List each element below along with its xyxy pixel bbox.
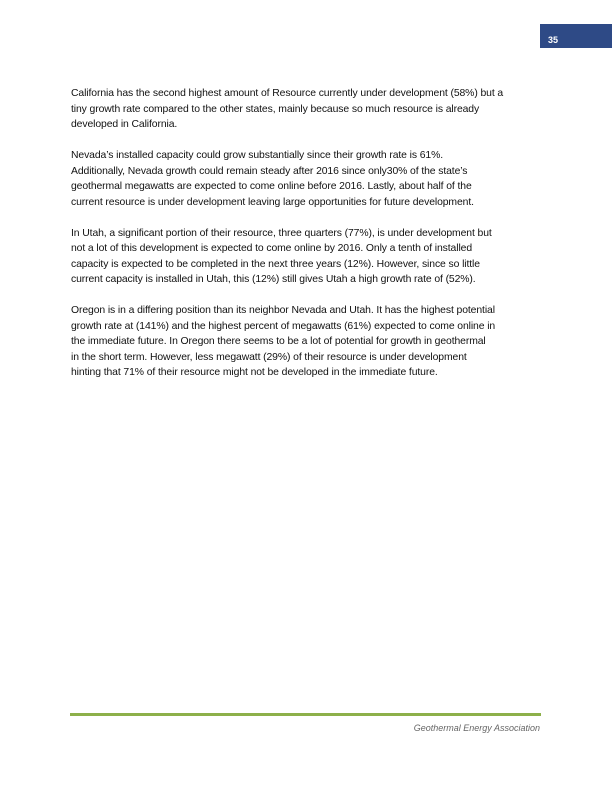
footer-divider — [70, 713, 541, 716]
text-line: hinting that 71% of their resource might not be developed in the immediate future. — [71, 367, 438, 378]
body-text — [71, 86, 551, 396]
text-line: Nevada’s installed capacity could grow substantially since their growth rate is 61%. — [71, 150, 444, 161]
text-line: California has the second highest amount of Resource currently under development (58%) but a — [71, 88, 504, 99]
page-number-badge — [540, 24, 612, 48]
text-line: In Utah, a significant portion of their resource, three quarters (77%), is under development but — [71, 227, 492, 239]
text-line: Oregon is in a differing position than its neighbor Nevada and Utah. It has the highest potential — [71, 305, 495, 316]
text-line: current capacity is installed in Utah, this (12%) still gives Utah a high growth rate of (52%). — [71, 274, 476, 285]
footer-text: Geothermal Energy Association — [413, 723, 540, 733]
text-line: the immediate future. In Oregon there seems to be a lot of potential for growth in geothermal — [71, 336, 486, 347]
text-line: Additionally, Nevada growth could remain steady after 2016 since only30% of the state’s — [71, 165, 468, 177]
text-line: developed in California. — [71, 119, 178, 130]
text-line: in the short term. However, less megawatt (29%) of their resource is under development — [71, 351, 467, 363]
text-line: growth rate at (141%) and the highest percent of megawatts (61%) expected to come online in — [71, 320, 496, 332]
text-line: tiny growth rate compared to the other states, mainly because so much resource is already — [71, 103, 480, 115]
paragraph — [71, 86, 551, 133]
paragraph — [71, 226, 551, 288]
text-line: not a lot of this development is expected to come online by 2016. Only a tenth of installed — [71, 243, 473, 254]
paragraph — [71, 303, 551, 381]
text-line: current resource is under development leaving large opportunities for future development. — [71, 196, 474, 208]
page-number: 35 — [548, 35, 559, 45]
paragraph — [71, 148, 551, 210]
text-line: capacity is expected to be completed in the next three years (12%). However, since so little — [71, 258, 480, 270]
text-line: geothermal megawatts are expected to come online before 2016. Lastly, about half of the — [71, 181, 472, 192]
